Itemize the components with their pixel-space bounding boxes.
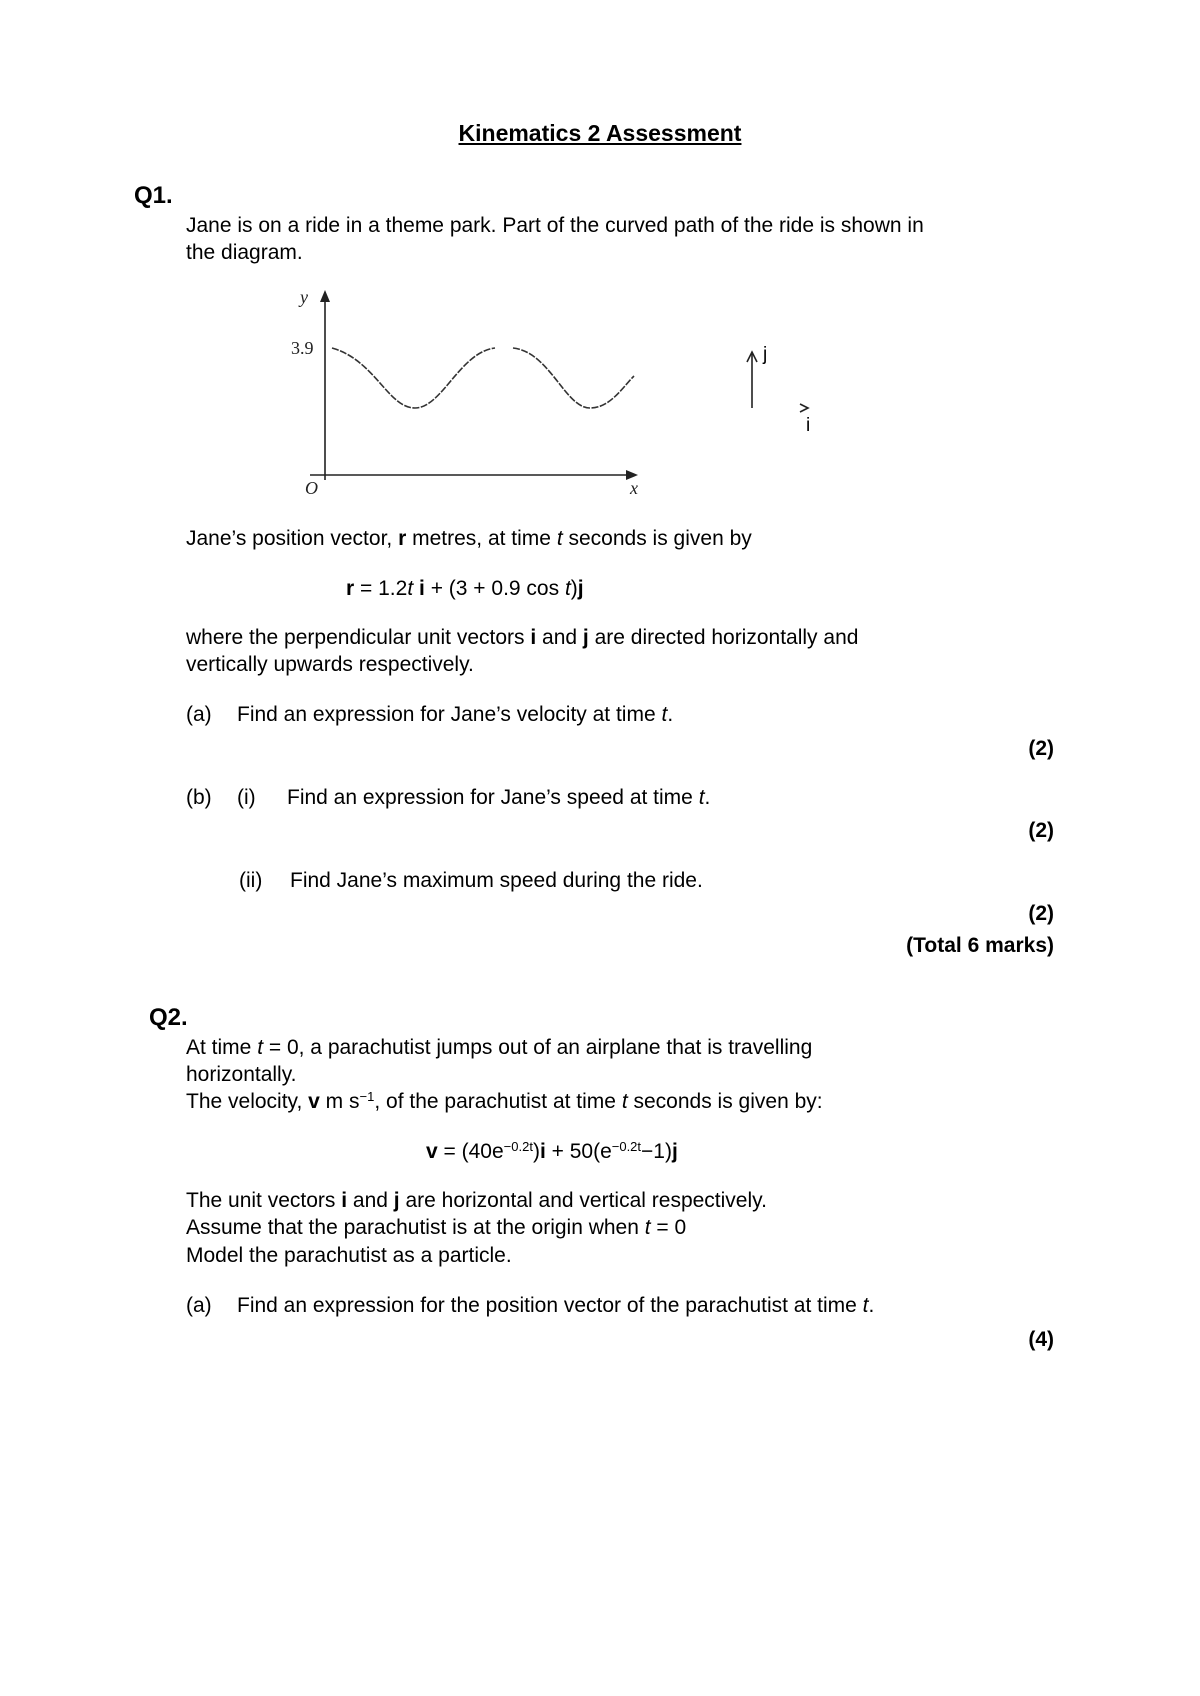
- page-title: Kinematics 2 Assessment: [458, 120, 742, 146]
- q2-velocity-equation: $v = (40e^{-0.2t})i + 50(e^{-0.2t}-1)j$: [426, 1139, 678, 1163]
- ride-path-diagram: [270, 280, 890, 510]
- ride-path-curve-segment-1: [332, 348, 495, 408]
- unit-vector-j-label: j: [763, 344, 768, 365]
- q2-part-a-text: Find an expression for the position vector of the parachutist at time t.: [237, 1294, 875, 1317]
- q1-unit-vector-text-line-2: vertically upwards respectively.: [186, 653, 474, 676]
- x-axis-label: x: [630, 478, 638, 498]
- q1-total-marks: (Total 6 marks): [906, 934, 1054, 957]
- unit-vector-i-label: i: [806, 415, 811, 436]
- q1-intro-line-1: Jane is on a ride in a theme park. Part of the curved path of the ride is shown in: [186, 214, 924, 237]
- q2-line-4: The unit vectors i and j are horizontal and vertical respectively.: [186, 1189, 767, 1212]
- q1-part-a-marks: (2): [1028, 737, 1054, 760]
- unit-vector-i-arrow-icon: [800, 404, 808, 412]
- q1-part-b-i-marks: (2): [1028, 819, 1054, 842]
- q1-part-b-i-label: (i): [237, 786, 256, 809]
- q1-part-a-text: Find an expression for Jane’s velocity at time t.: [237, 703, 674, 726]
- q1-part-b-label: (b): [186, 786, 212, 809]
- q1-position-text: Jane’s position vector, r metres, at time t seconds is given by: [186, 527, 752, 550]
- q1-part-b-i-text: Find an expression for Jane’s speed at time t.: [287, 786, 711, 809]
- q1-part-a-label: (a): [186, 703, 212, 726]
- y-axis-label: y: [300, 287, 308, 307]
- q1-part-b-ii-marks: (2): [1028, 902, 1054, 925]
- q2-line-5: Assume that the parachutist is at the origin when t = 0: [186, 1216, 687, 1239]
- origin-label: O: [305, 478, 318, 498]
- q2-part-a-label: (a): [186, 1294, 212, 1317]
- y-tick-label: 3.9: [291, 338, 314, 358]
- q1-part-b-ii-text: Find Jane’s maximum speed during the ride.: [290, 869, 703, 892]
- q2-line-2: horizontally.: [186, 1063, 297, 1086]
- q1-part-b-ii-label: (ii): [239, 869, 263, 892]
- q2-line-6: Model the parachutist as a particle.: [186, 1244, 512, 1267]
- q2-line-3: The velocity, v m $s^{-1}$, of the parachutist at time t seconds is given by:: [186, 1089, 823, 1113]
- q1-unit-vector-text-line-1: where the perpendicular unit vectors i and j are directed horizontally and: [186, 626, 859, 649]
- ride-path-curve-segment-2: [513, 348, 634, 408]
- q1-intro-line-2: the diagram.: [186, 241, 303, 264]
- y-axis-arrow-icon: [320, 290, 330, 302]
- question-2-label: Q2.: [149, 1004, 188, 1031]
- q2-line-1: At time t = 0, a parachutist jumps out of an airplane that is travelling: [186, 1036, 813, 1059]
- question-1-label: Q1.: [134, 182, 173, 209]
- q1-position-equation: r = 1.2t i + (3 + 0.9 cos t)j: [346, 577, 584, 600]
- q2-part-a-marks: (4): [1028, 1328, 1054, 1351]
